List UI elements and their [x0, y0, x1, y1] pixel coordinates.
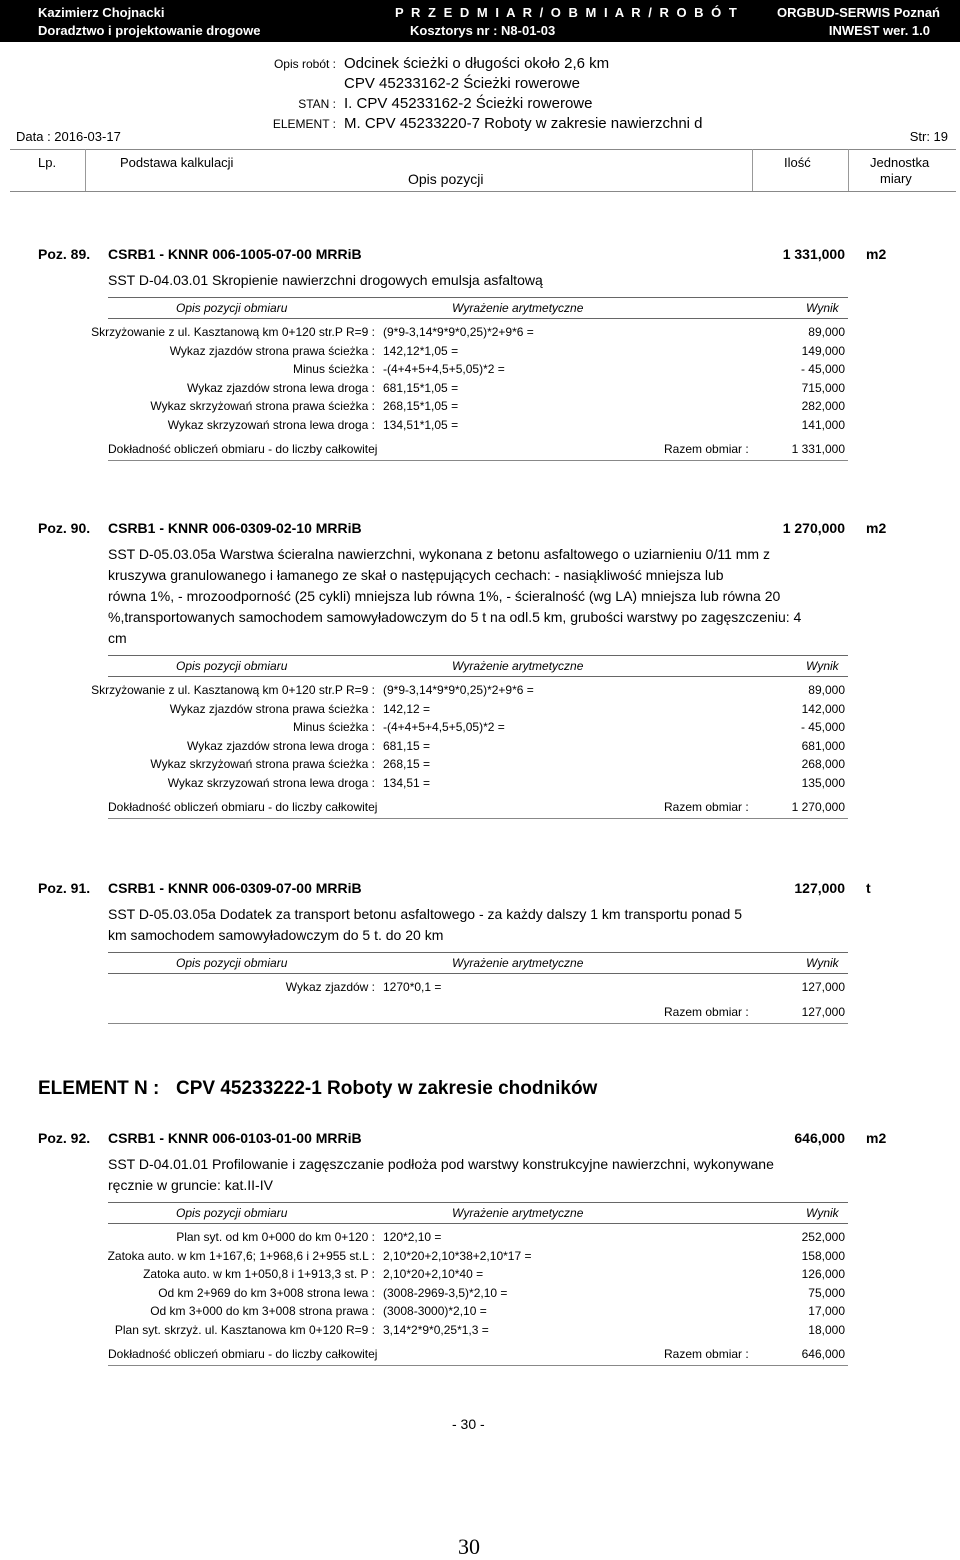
- measurement-result: 681,000: [801, 738, 845, 753]
- measurement-label: Wykaz skrzyżowań strona prawa ścieżka :: [150, 757, 375, 771]
- position-unit: t: [866, 880, 871, 896]
- measurement-expression: 134,51 =: [383, 775, 431, 790]
- measurement-result: 127,000: [801, 980, 845, 994]
- measurement-result: 252,000: [801, 1230, 845, 1244]
- total-underline: [108, 1365, 848, 1366]
- col-header-opis: Opis pozycji: [408, 171, 484, 187]
- total-label: Razem obmiar :: [664, 1004, 749, 1019]
- measurement-expression: 1270*0,1 =: [383, 980, 442, 994]
- subheader-bottom-border: [108, 1223, 848, 1224]
- accuracy-note: Dokładność obliczeń obmiaru - do liczby całkowitej: [108, 800, 378, 814]
- measurement-expression: 120*2,10 =: [383, 1230, 442, 1244]
- subheader-bottom-border: [108, 676, 848, 677]
- position-number: Poz. 91.: [38, 880, 91, 896]
- position-description-line: równa 1%, - mrozoodporność (25 cykli) mniejsza lub równa 1%, - ścieralność (wg LA) mniejsza lub równa 20: [108, 588, 781, 604]
- table-header-bottom-border: [10, 191, 956, 192]
- subheader-wynik: Wynik: [806, 659, 839, 673]
- position-quantity: 1 331,000: [782, 246, 845, 262]
- measurement-expression: -(4+4+5+4,5+5,05)*2 =: [383, 720, 505, 734]
- subheader-wyrazenie: Wyrażenie arytmetyczne: [452, 956, 584, 970]
- measurement-result: 17,000: [808, 1304, 845, 1318]
- col-header-ilosc: Ilość: [784, 155, 811, 170]
- position-quantity: 646,000: [794, 1130, 845, 1146]
- position-code: CSRB1 - KNNR 006-1005-07-00 MRRiB: [108, 246, 362, 262]
- measurement-result: 89,000: [808, 325, 845, 339]
- position-number: Poz. 90.: [38, 520, 91, 536]
- total-label: Razem obmiar :: [664, 442, 749, 456]
- position-code: CSRB1 - KNNR 006-0309-02-10 MRRiB: [108, 520, 362, 536]
- total-value: 646,000: [801, 1347, 845, 1361]
- position-unit: m2: [866, 520, 887, 536]
- position-number: Poz. 89.: [38, 246, 91, 262]
- position-quantity: 1 270,000: [782, 520, 845, 536]
- col-header-miary: miary: [880, 171, 912, 186]
- measurement-label: Skrzyżowanie z ul. Kasztanową km 0+120 str.P R=9 :: [91, 683, 375, 697]
- col-divider: [848, 149, 849, 191]
- total-underline: [108, 818, 848, 819]
- measurement-label: Minus ścieżka :: [292, 720, 375, 734]
- subheader-top-border: [108, 1202, 848, 1203]
- element-label: ELEMENT :: [272, 117, 336, 131]
- col-header-lp: Lp.: [38, 155, 57, 170]
- measurement-result: - 45,000: [800, 362, 845, 376]
- total-underline: [108, 1023, 848, 1024]
- position-description-line: SST D-04.03.01 Skropienie nawierzchni drogowych emulsja asfaltową: [108, 272, 543, 288]
- measurement-label: Od km 3+000 do km 3+008 strona prawa :: [150, 1304, 375, 1318]
- measurement-label: Wykaz zjazdów strona prawa ścieżka :: [169, 701, 375, 716]
- measurement-result: 126,000: [801, 1267, 845, 1281]
- measurement-label: Zatoka auto. w km 1+050,8 i 1+913,3 st. P :: [143, 1267, 375, 1281]
- measurement-result: 715,000: [801, 380, 845, 395]
- measurement-expression: 681,15*1,05 =: [383, 380, 459, 395]
- measurement-result: 18,000: [808, 1322, 845, 1337]
- subheader-opis: Opis pozycji obmiaru: [176, 301, 288, 315]
- total-value: 1 331,000: [791, 442, 845, 456]
- col-header-jednostka: Jednostka: [870, 155, 930, 170]
- subheader-wyrazenie: Wyrażenie arytmetyczne: [452, 1206, 584, 1220]
- position-description-line: cm: [108, 630, 127, 646]
- position-unit: m2: [866, 1130, 887, 1146]
- measurement-expression: 2,10*20+2,10*40 =: [383, 1267, 484, 1281]
- total-label: Razem obmiar :: [664, 800, 749, 814]
- report-date: Data : 2016-03-17: [16, 129, 121, 144]
- table-top-border: [10, 149, 956, 150]
- position-description-line: SST D-05.03.05a Warstwa ścieralna nawierzchni, wykonana z betonu asfaltowego o uziarnieniu 0/11 mm z: [108, 546, 770, 562]
- opis-line-2: CPV 45233162-2 Ścieżki rowerowe: [344, 75, 580, 92]
- measurement-result: 142,000: [801, 701, 845, 716]
- document-type: P R Z E D M I A R / O B M I A R / R O B Ó T: [395, 5, 739, 20]
- measurement-result: 141,000: [801, 417, 845, 432]
- subheader-opis: Opis pozycji obmiaru: [176, 1206, 288, 1220]
- position-number: Poz. 92.: [38, 1130, 91, 1146]
- subheader-top-border: [108, 952, 848, 953]
- measurement-result: - 45,000: [800, 720, 845, 734]
- measurement-result: 135,000: [801, 775, 845, 790]
- subheader-wynik: Wynik: [806, 301, 839, 315]
- opis-label: Opis robót :: [273, 57, 336, 71]
- measurement-expression: (3008-3000)*2,10 =: [383, 1304, 487, 1318]
- total-value: 1 270,000: [791, 800, 845, 814]
- page-marker: - 30 -: [452, 1416, 485, 1432]
- subheader-wyrazenie: Wyrażenie arytmetyczne: [452, 301, 584, 315]
- measurement-expression: 142,12 =: [383, 701, 431, 716]
- position-description-line: ręcznie w gruncie: kat.II-IV: [108, 1177, 273, 1193]
- measurement-expression: 268,15*1,05 =: [383, 399, 459, 413]
- total-label: Razem obmiar :: [664, 1347, 749, 1361]
- measurement-label: Plan syt. od km 0+000 do km 0+120 :: [176, 1230, 375, 1244]
- subheader-bottom-border: [108, 973, 848, 974]
- accuracy-note: Dokładność obliczeń obmiaru - do liczby całkowitej: [108, 442, 378, 456]
- measurement-expression: (9*9-3,14*9*9*0,25)*2+9*6 =: [383, 325, 534, 339]
- page-number: 30: [458, 1534, 480, 1559]
- measurement-label: Minus ścieżka :: [292, 362, 375, 376]
- measurement-expression: 134,51*1,05 =: [383, 417, 459, 432]
- measurement-label: Wykaz skrzyżowań strona prawa ścieżka :: [150, 399, 375, 413]
- measurement-label: Wykaz skrzyzowań strona lewa droga :: [167, 417, 375, 432]
- measurement-result: 75,000: [808, 1285, 845, 1300]
- measurement-expression: 142,12*1,05 =: [383, 343, 459, 358]
- subheader-bottom-border: [108, 318, 848, 319]
- position-description-line: SST D-05.03.05a Dodatek za transport betonu asfaltowego - za każdy dalszy 1 km transportu ponad 5: [108, 906, 742, 922]
- report-header: [0, 0, 960, 42]
- measurement-result: 158,000: [801, 1248, 845, 1263]
- measurement-label: Zatoka auto. w km 1+167,6; 1+968,6 i 2+955 st.L :: [107, 1248, 375, 1263]
- stan-label: STAN :: [298, 97, 336, 111]
- measurement-expression: 268,15 =: [383, 757, 431, 771]
- opis-line-1: Odcinek ścieżki o długości około 2,6 km: [344, 55, 610, 72]
- position-description-line: %,transportowanych samochodem samowyładowczym do 5 t na odl.5 km, grubości warstwy po zagęszczeniu: 4: [108, 609, 802, 625]
- measurement-expression: 681,15 =: [383, 738, 431, 753]
- element-value: M. CPV 45233220-7 Roboty w zakresie nawierzchni d: [344, 115, 703, 132]
- col-header-podstawa: Podstawa kalkulacji: [120, 155, 234, 170]
- measurement-label: Wykaz zjazdów strona lewa droga :: [187, 380, 375, 395]
- position-description-line: SST D-04.01.01 Profilowanie i zagęszczanie podłoża pod warstwy konstrukcyjne nawierzchni, wykonywane: [108, 1156, 774, 1172]
- measurement-expression: (3008-2969-3,5)*2,10 =: [383, 1285, 508, 1300]
- subheader-wyrazenie: Wyrażenie arytmetyczne: [452, 659, 584, 673]
- measurement-result: 149,000: [801, 343, 845, 358]
- col-divider: [752, 149, 753, 191]
- kosztorys-number: Kosztorys nr : N8-01-03: [410, 23, 556, 38]
- position-code: CSRB1 - KNNR 006-0103-01-00 MRRiB: [108, 1130, 362, 1146]
- measurement-label: Wykaz zjazdów :: [285, 980, 375, 994]
- subheader-wynik: Wynik: [806, 1206, 839, 1220]
- total-underline: [108, 460, 848, 461]
- measurement-label: Wykaz zjazdów strona lewa droga :: [187, 738, 375, 753]
- stan-value: I. CPV 45233162-2 Ścieżki rowerowe: [344, 95, 593, 112]
- subheader-opis: Opis pozycji obmiaru: [176, 659, 288, 673]
- measurement-expression: 2,10*20+2,10*38+2,10*17 =: [383, 1248, 532, 1263]
- measurement-expression: (9*9-3,14*9*9*0,25)*2+9*6 =: [383, 683, 534, 697]
- measurement-expression: -(4+4+5+4,5+5,05)*2 =: [383, 362, 505, 376]
- measurement-label: Plan syt. skrzyż. ul. Kasztanowa km 0+120 R=9 :: [114, 1322, 375, 1337]
- element-n-label: ELEMENT N :: [38, 1078, 160, 1099]
- accuracy-note: Dokładność obliczeń obmiaru - do liczby całkowitej: [108, 1347, 378, 1361]
- position-quantity: 127,000: [794, 880, 845, 896]
- subheader-top-border: [108, 297, 848, 298]
- author-subtitle: Doradztwo i projektowanie drogowe: [38, 23, 261, 38]
- measurement-label: Skrzyżowanie z ul. Kasztanową km 0+120 str.P R=9 :: [91, 325, 375, 339]
- page-indicator: Str: 19: [909, 129, 948, 144]
- subheader-top-border: [108, 655, 848, 656]
- measurement-result: 282,000: [801, 399, 845, 413]
- position-unit: m2: [866, 246, 887, 262]
- measurement-label: Od km 2+969 do km 3+008 strona lewa :: [158, 1285, 375, 1300]
- position-description-line: km samochodem samowyładowczym do 5 t. do 20 km: [108, 927, 444, 943]
- subheader-opis: Opis pozycji obmiaru: [176, 956, 288, 970]
- position-code: CSRB1 - KNNR 006-0309-07-00 MRRiB: [108, 880, 362, 896]
- measurement-result: 268,000: [801, 757, 845, 771]
- measurement-result: 89,000: [808, 683, 845, 697]
- measurement-expression: 3,14*2*9*0,25*1,3 =: [383, 1322, 489, 1337]
- col-divider: [85, 149, 86, 191]
- position-description-line: kruszywa granulowanego i łamanego ze skał o następujących cechach: - nasiąkliwość mniejsza lub: [108, 567, 724, 583]
- measurement-label: Wykaz skrzyzowań strona lewa droga :: [167, 775, 375, 790]
- company-name: ORGBUD-SERWIS Poznań: [777, 5, 940, 20]
- software-version: INWEST wer. 1.0: [828, 23, 930, 38]
- measurement-label: Wykaz zjazdów strona prawa ścieżka :: [169, 343, 375, 358]
- element-n-title: CPV 45233222-1 Roboty w zakresie chodników: [176, 1078, 598, 1099]
- total-value: 127,000: [801, 1004, 845, 1019]
- author-name: Kazimierz Chojnacki: [38, 5, 165, 20]
- subheader-wynik: Wynik: [806, 956, 839, 970]
